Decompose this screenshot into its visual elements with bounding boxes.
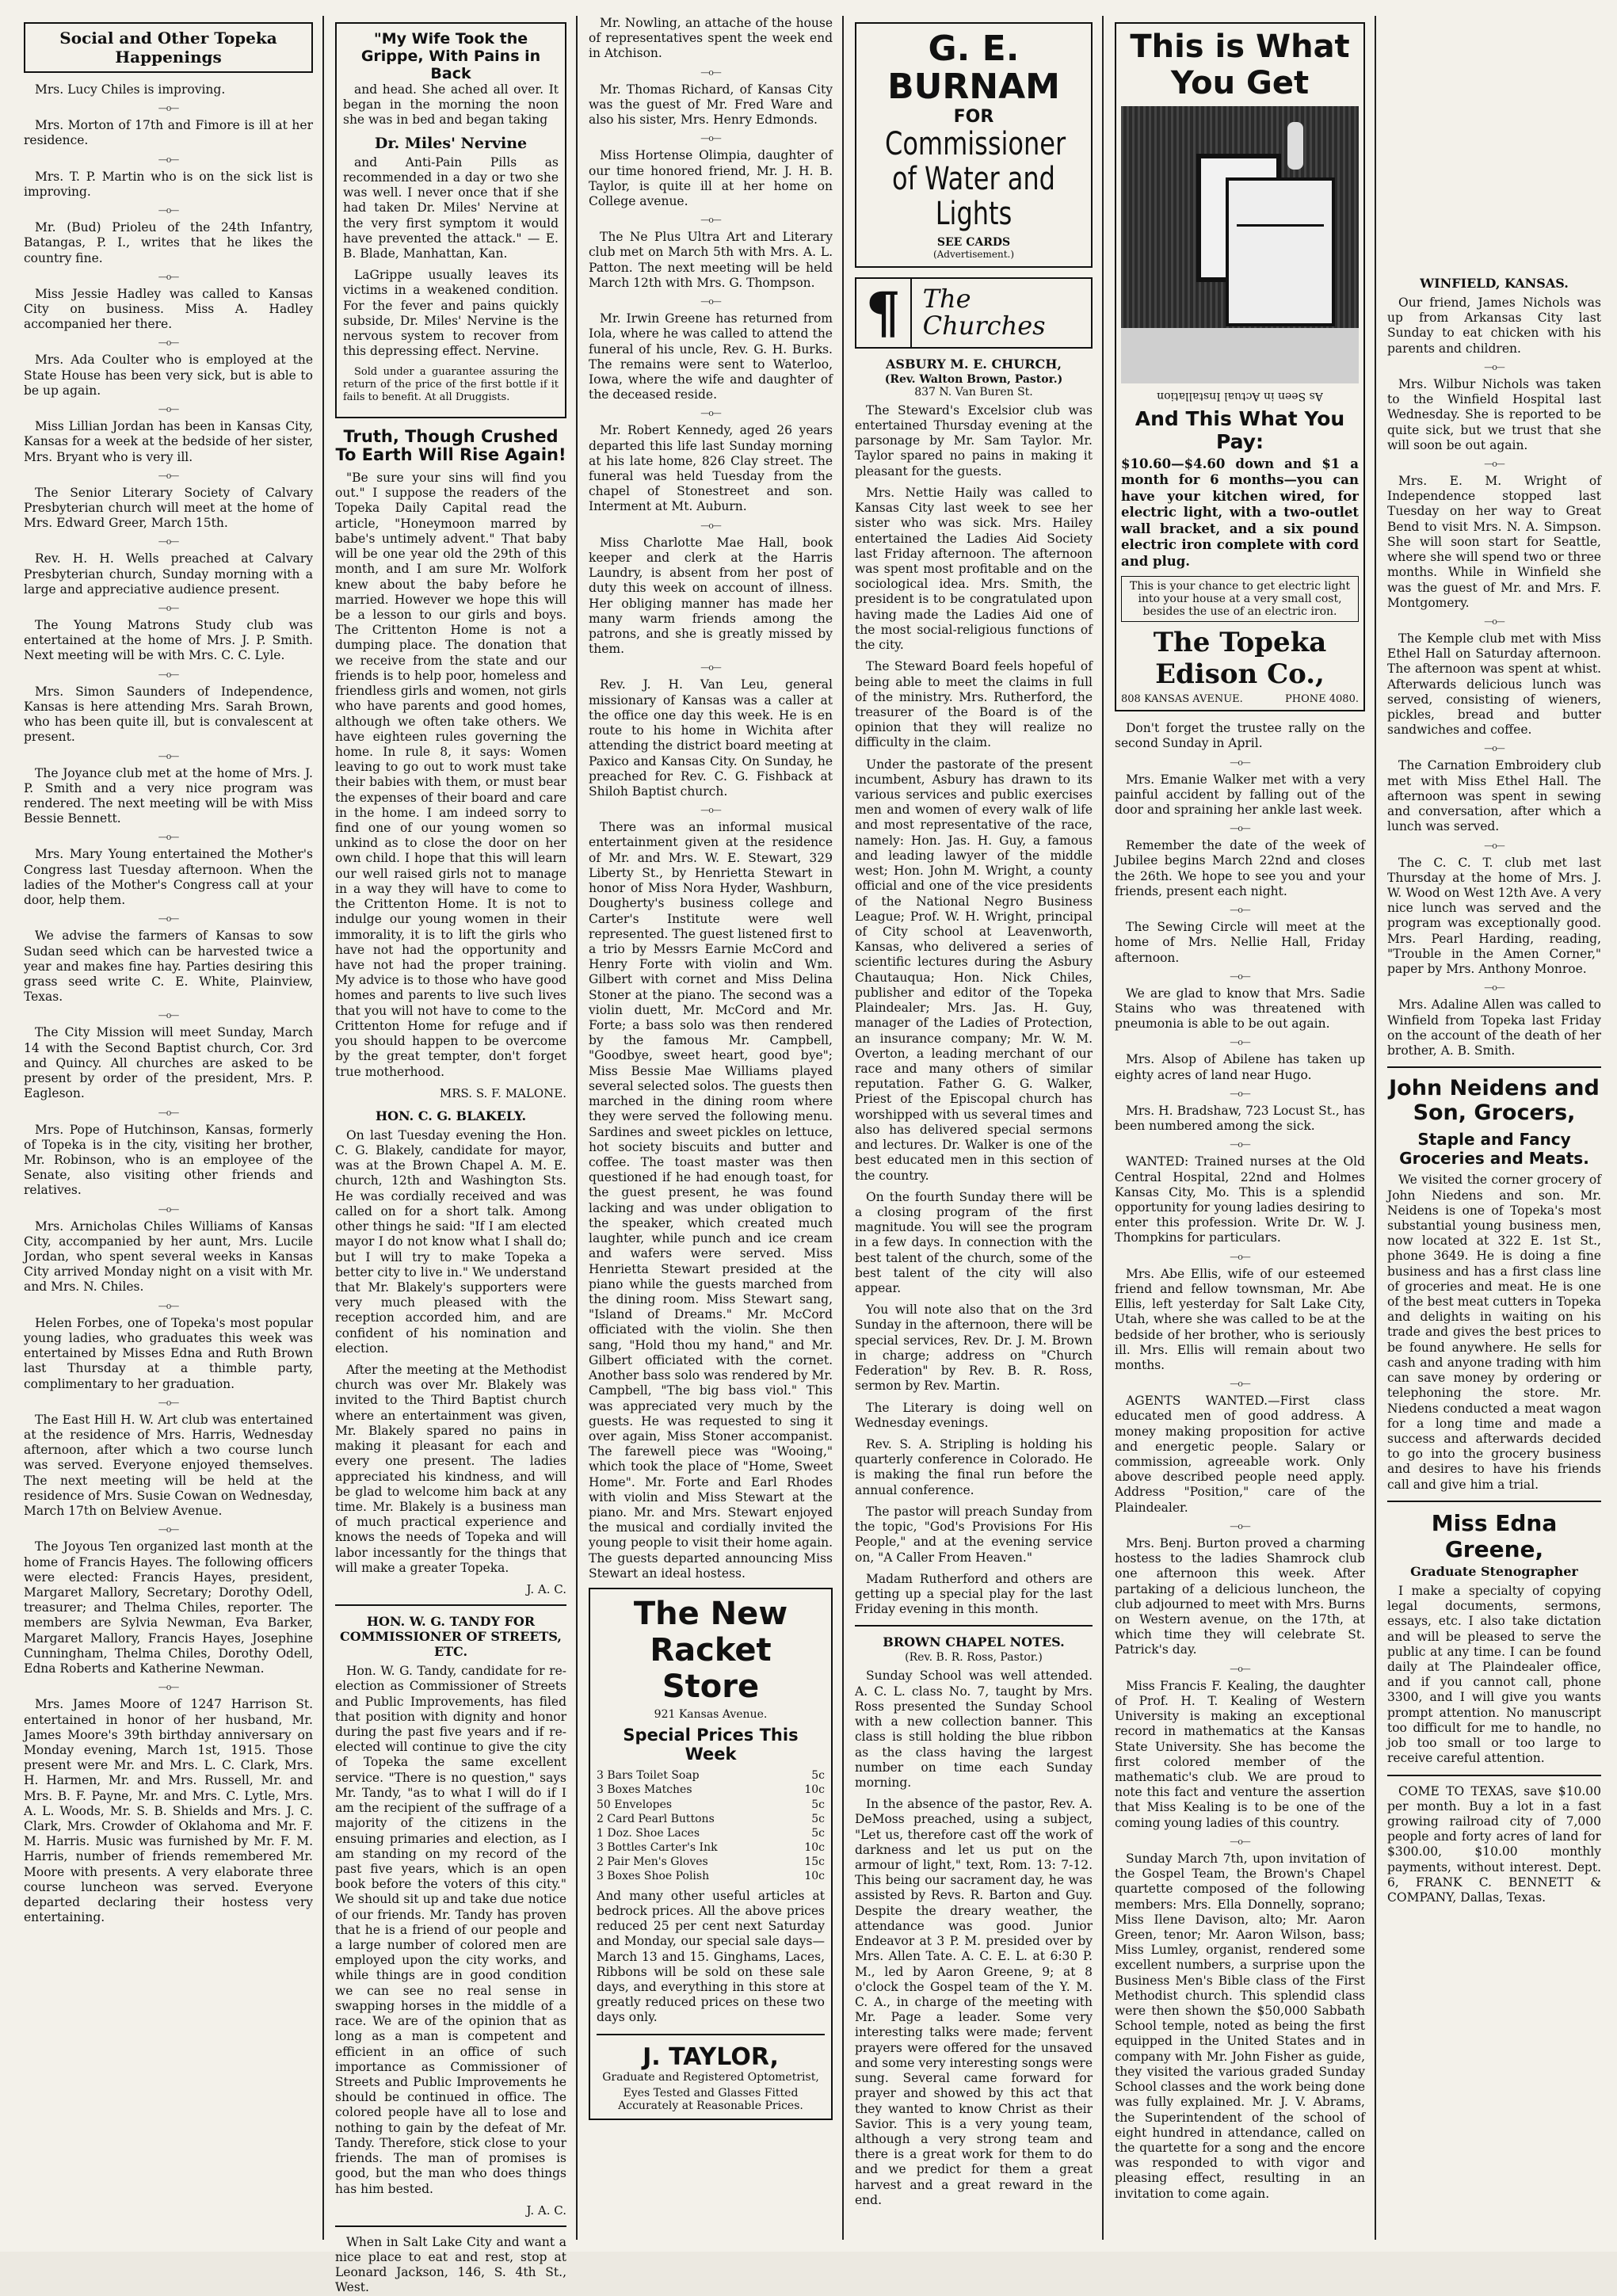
- news-item: Mr. Nowling, an attache of the house of representatives spent the week end in Atchison.: [589, 16, 833, 61]
- news-item: Mrs. Pope of Hutchinson, Kansas, formerly of Topeka is in the city, visiting her brother, Mr. Robinson, who is an employee of the Senate, also visiting other friends and relatives.: [24, 1122, 313, 1198]
- item-separator: —o—: [700, 133, 721, 144]
- news-item: Remember the date of the week of Jubilee begins March 22nd and closes the 26th. We hope to see you and your friends, present each night.: [1115, 838, 1365, 898]
- item-separator: —o—: [158, 536, 179, 547]
- news-item: Mrs. Arnicholas Chiles Williams of Kansas City, accompanied by her aunt, Mrs. Lucile Jordan, who spent several weeks in Kansas City arrived Monday night on a visit with Mr. and Mrs. N. Chiles.: [24, 1219, 313, 1295]
- grocer-title: John Neidens and Son, Grocers,: [1389, 1076, 1600, 1126]
- news-item: Mrs. Emanie Walker met with a very painful accident by falling out of the door and spraining her ankle last week.: [1115, 772, 1365, 818]
- price-value: 15c: [804, 1855, 825, 1869]
- news-item: We advise the farmers of Kansas to sow Sudan seed which can be harvested twice a year and makes fine hay. Parties desiring this grass seed write C. E. White, Plainview, Texas.: [24, 929, 313, 1005]
- lamp-icon: [1287, 122, 1303, 170]
- grocer-subtitle: Staple and Fancy Groceries and Meats.: [1399, 1130, 1589, 1169]
- item-separator: —o—: [158, 669, 179, 680]
- news-item: Mr. (Bud) Prioleu of the 24th Infantry, Batangas, P. I., writes that he likes the country fine.: [24, 220, 313, 265]
- nervine-advertisement: [335, 22, 566, 418]
- ad-note: This is your chance to get electric light into your house at a very small cost, besides the use of an electric iron.: [1121, 576, 1359, 622]
- stenographer-title: Graduate Stenographer: [1410, 1563, 1578, 1579]
- item-separator: —o—: [1484, 743, 1504, 754]
- item-separator: —o—: [1484, 616, 1504, 627]
- item-separator: —o—: [158, 1010, 179, 1021]
- texas-land-ad: COME TO TEXAS, save $10.00 per month. Buy a lot in a fast growing railroad city of 7,000 people and forty acres of land for $300.00, $10.00 monthly payments, without interest. Dept. 6, FRANK C. BENNETT & COMPANY, Dallas, Texas.: [1387, 1783, 1601, 1905]
- news-item: Miss Hortense Olimpia, daughter of our time honored friend, Mr. J. H. B. Taylor, is quite ill at her home on College avenue.: [589, 148, 833, 208]
- item-separator: —o—: [700, 520, 721, 531]
- price-row: [597, 1812, 825, 1826]
- ad-subheadline: And This What You Pay:: [1135, 407, 1345, 453]
- news-item: Miss Charlotte Mae Hall, book keeper and clerk at the Harris Laundry, is absent from her post of duty this week on account of illness. Her obliging manner has made her many warm friends among the patrons, and she is greatly missed by them.: [589, 535, 833, 657]
- ad-subtitle: Special Prices This Week: [623, 1726, 799, 1764]
- news-items: [1115, 721, 1365, 2202]
- news-items: [24, 82, 313, 1926]
- church-paragraph: Mrs. Nettie Haily was called to Kansas City last week to see her sister who was sick. Mrs. Hailey entertained the Ladies Aid Society last Friday afternoon. The afternoon was spent most profitable and on the sociological idea. Mrs. Smith, the president is to be congratulated upon having made the Ladies Aid one of the most social-religious functions of the city.: [855, 485, 1093, 653]
- item-separator: —o—: [158, 750, 179, 761]
- company-name: The Topeka Edison Co.,: [1153, 627, 1327, 691]
- column-advertisement-news: [1107, 16, 1373, 2240]
- item-separator: —o—: [158, 1203, 179, 1215]
- news-item: Miss Lillian Jordan has been in Kansas City, Kansas for a week at the bedside of her sister, Mrs. Bryant who is very ill.: [24, 419, 313, 464]
- section-heading: Social and Other Topeka Happenings: [24, 22, 313, 73]
- price-item: 2 Pair Men's Gloves: [597, 1855, 708, 1869]
- price-item: 3 Boxes Shoe Polish: [597, 1870, 710, 1883]
- news-items: [589, 16, 833, 1581]
- price-value: 5c: [811, 1826, 825, 1840]
- news-item: The Ne Plus Ultra Art and Literary club met on March 5th with Mrs. A. L. Patton. The next meeting will be held March 12th with Mrs. G. Thompson.: [589, 230, 833, 290]
- column-rule: [1102, 16, 1104, 2240]
- edison-advertisement: [1115, 22, 1365, 711]
- news-item: Mrs. T. P. Martin who is on the sick list is improving.: [24, 169, 313, 199]
- news-item: Mr. Irwin Greene has returned from Iola, where he was called to attend the funeral of his uncle, Rev. G. H. Burks. The remains were sent to Waterloo, Iowa, where the wife and daughter of the deceased reside.: [589, 311, 833, 402]
- item-separator: —o—: [1230, 1251, 1250, 1262]
- column-rule: [842, 16, 844, 2240]
- price-row: [597, 1826, 825, 1840]
- price-item: 1 Doz. Shoe Laces: [597, 1826, 700, 1840]
- grocer-text: We visited the corner grocery of John Niedens and son. Mr. Neidens is one of Topeka's most substantial young business men, now located at 322 E. 1st St., phone 3649. He is doing a fine business and has a first class line of groceries and meat. He is one of the best meat cutters in Topeka and delights in waiting on his trade and gives the best prices to be found anywhere. He sells for cash and anyone trading with him can save money by ordering or telephoning the store. Mr. Niedens conducted a meat wagon for a long time and made a success and afterwards decided to go into the grocery business and desires to have his friends call and give him a trial.: [1387, 1173, 1601, 1492]
- kitchen-installation-photo: [1121, 106, 1359, 383]
- church-paragraph: The pastor will preach Sunday from the topic, "God's Provisions For His People," and at the evening service on, "A Caller From Heaven.": [855, 1504, 1093, 1565]
- item-separator: —o—: [158, 832, 179, 843]
- column-rule: [576, 16, 578, 2240]
- company-contact: [1121, 693, 1359, 705]
- news-item: Mrs. James Moore of 1247 Harrison St. entertained in honor of her husband, Mr. James Moore's 39th birthday anniversary on Monday evening, March 1st, 1915. Those present were Mr. and Mrs. L. C. Clark, Mrs. H. Harmen, Mr. and Mrs. Russell, Mr. and Mrs. B. F. Payne, Mr. and Mrs. C. Lytle, Mrs. A. L. Woods, Mr. S. B. Shields and Mrs. J. C. Clark, Mrs. Crowder of Oklahoma and Mr. F. M. Harris. Music was furnished by Mr. F. M. Harris, number of friends remembered Mr. Moore with presents. A very elaborate three course luncheon was served. Everyone departed declaring their hostess very entertaining.: [24, 1697, 313, 1925]
- item-separator: —o—: [700, 67, 721, 78]
- column-local-news: [581, 16, 841, 2240]
- church-news: [855, 1669, 1093, 2208]
- news-items: [1387, 296, 1601, 1058]
- item-separator: —o—: [1484, 982, 1504, 994]
- pilcrow-icon: ¶: [856, 279, 912, 347]
- church-paragraph: Under the pastorate of the present incumbent, Asbury has drawn to its various services and public exercises men and women of every walk of life and most representative of the race, namely: Hon. Jas. H. Guy, a famous and leading lawyer of the middle west; Hon. John M. Wright, a county official and one of the vice presidents of the National Negro Business League; Prof. W. H. Wright, principal of City school at Leavenworth, Kansas, who delivered a series of scientific lectures during the Asbury Chautauqua; Hon. Nick Chiles, publisher and editor of the Topeka Plaindealer; Mrs. Jas. H. Guy, manager of the Ladies of Protection, an insurance company; Mr. W. M. Overton, a leading merchant of our race and many others of similar reputation. Father G. G. Walker, Priest of the Episcopal church has worshipped with us several times and also has delivered special sermons and lectures. Dr. Walker is one of the best educated men in this section of the country.: [855, 757, 1093, 1183]
- article-signature: J. A. C.: [526, 2203, 566, 2218]
- article-title: HON. W. G. TANDY FOR COMMISSIONER OF STREETS, ETC.: [340, 1614, 562, 1660]
- price-row: [597, 1783, 825, 1797]
- church-address: 837 N. Van Buren St.: [914, 385, 1033, 399]
- price-item: 3 Boxes Matches: [597, 1783, 692, 1797]
- photo-caption: As Seen in Actual Installation: [1157, 390, 1323, 402]
- item-separator: —o—: [158, 404, 179, 415]
- news-item: The C. C. T. club met last Thursday at the home of Mrs. J. W. Wood on West 12th Ave. A very nice lunch was served and the program was exceptionally good. Mrs. Pearl Harding, reading, "Trouble in the Amen Corner," paper by Mrs. Anthony Monroe.: [1387, 855, 1601, 977]
- news-item: Mrs. Alsop of Abilene has taken up eighty acres of land near Hugo.: [1115, 1052, 1365, 1082]
- price-row: [597, 1869, 825, 1883]
- news-item: The Kemple club met with Miss Ethel Hall on Saturday afternoon. The afternoon was spent at whist. Afterwards delicious lunch was served, consisting of wieners, pickles, bread and butter sandwiches and coffee.: [1387, 631, 1601, 738]
- ad-cards: SEE CARDS: [936, 235, 1011, 249]
- section-heading: The Churches: [922, 284, 1046, 341]
- price-item: 50 Envelopes: [597, 1798, 673, 1811]
- item-separator: —o—: [700, 805, 721, 816]
- notice-text: When in Salt Lake City and want a nice place to eat and rest, stop at Leonard Jackson, 146, S. 4th St., West.: [335, 2234, 566, 2295]
- stenographer-text: I make a specialty of copying legal documents, sermons, essays, etc. I also take dictation and will be pleased to serve the public at any time. I can be found daily at The Plaindealer office, and if you cannot call, phone 3300, and I will give you wants prompt attention. No manuscript too difficult for me to handle, no job too small or too large to receive careful attention.: [1387, 1583, 1601, 1766]
- item-separator: —o—: [1230, 757, 1250, 768]
- news-item: The Young Matrons Study club was entertained at the home of Mrs. J. P. Smith. Next meeting will be with Mrs. C. C. Lyle.: [24, 618, 313, 663]
- article-paragraph: Hon. W. G. Tandy, candidate for re-election as Commissioner of Streets and Public Improvements, has filed that position with dignity and honor during the past five years and if re-elected will continue to give the city of Topeka the same excellent service. "There is no question," says Mr. Tandy, "as to what I will do if I am the recipient of the suffrage of a majority of the citizens in the ensuing primaries and election, as I am standing on my record of the past five years, which is an open book before the voters of this city." We should sit up and take due notice of our friends. Mr. Tandy has proven that he is a friend of our people and a large number of colored men are employed upon the city works, and while things are in good condition we can see no real sense in swapping horses in the middle of a race. We are of the opinion that as long as a man is competent and efficient in an office of such importance as Commissioner of Streets and Public Improvements he should be continued in office. The colored people have all to lose and nothing to gain by the defeat of Mr. Tandy. Therefore, stick close to your friends. The man of promises is good, but the man who does things has him bested.: [335, 1664, 566, 2196]
- news-item: Miss Francis F. Kealing, the daughter of Prof. H. T. Kealing of Western University is making an exceptional record in mathematics at the Kansas State University. She has become the first colored member of the mathematic's club. We are proud to note this fact and venture the assertion that Miss Kealing is to be one of the coming young ladies of this country.: [1115, 1678, 1365, 1830]
- item-separator: —o—: [700, 408, 721, 419]
- price-list: [597, 1768, 825, 1884]
- article-paragraph: "Be sure your sins will find you out." I suppose the readers of the Topeka Daily Capital read the article, "Honeymoon marred by babe's untimely advent." That baby will be one year old the 29th of this month, and I am sure Mr. Wolfork knew about the baby before he married. However we hope this will be a lesson to our girls and boys. The Crittenton Home is not a dumping place. The donation that we receive from the state and our friends is to help poor, homeless and friendless girls and women, not girls who have parents and good homes, although we often take others. We have eighteen rules governing the home. In rule 8, it says: Women leaving to go out to work must take their babies with them, or must bear the expenses of their board and care in the home. I am indeed sorry to find one of our young women so unkind as to close the door on her own child. I hope that this will learn our well raised girls not to manage in a way they will have to come to the Crittenton Home. It is not to indulge our young women in their immorality, it is to lift the girls who have not had the opportunity and have not had the proper training. My advice is to those who have good homes and parents to live such lives that you will not have to come to the Crittenton Home for refuge and if you should happen to be overcome by the great tempter, don't forget true motherhood.: [335, 471, 566, 1079]
- news-item: Sunday March 7th, upon invitation of the Gospel Team, the Brown's Chapel quartette composed of the following members: Mrs. Ella Donnelly, soprano; Miss Ilene Davison, alto; Mr. Aaron Green, tenor; Mr. Aaron Wilson, bass; Miss Lumley, organist, rendered some excellent numbers, a surprise upon the Business Men's Bible class of the First Methodist church. This splendid class were then shown the $50,000 Sabbath School temple, noted as being the first equipped in the United States and in company with Mr. John Fisher as guide, they visited the various graded Sunday School classes and the work being done was fully explained. Mr. J. V. Abrams, the Superintendent of the school of eight hundred in attendance, called on the quartette for a song and the encore was responded to with vigor and pleasing effect, resulting in an invitation to come again.: [1115, 1851, 1365, 2201]
- item-separator: —o—: [158, 1524, 179, 1535]
- item-separator: —o—: [1484, 458, 1504, 469]
- item-separator: —o—: [158, 603, 179, 614]
- news-item: Rev. H. H. Wells preached at Calvary Presbyterian church, Sunday morning with a large and appreciative audience present.: [24, 551, 313, 597]
- article-signature: J. A. C.: [526, 1582, 566, 1597]
- news-item: WANTED: Trained nurses at the Old Central Hospital, 22nd and Holmes Kansas City, Mo. This is a splendid opportunity for young ladies desiring to enter this profession. Write Dr. W. J. Thompkins for particulars.: [1115, 1154, 1365, 1245]
- news-item: The Sewing Circle will meet at the home of Mrs. Nellie Hall, Friday afternoon.: [1115, 920, 1365, 965]
- divider: [1387, 1775, 1601, 1776]
- price-item: 3 Bars Toilet Soap: [597, 1769, 700, 1783]
- item-separator: —o—: [1230, 1520, 1250, 1531]
- news-item: The City Mission will meet Sunday, March 14 with the Second Baptist church, Cor. 3rd and Quincy. All churches are asked to be present by order of the president, Mrs. P. Eagleson.: [24, 1025, 313, 1101]
- item-separator: —o—: [158, 913, 179, 925]
- price-row: [597, 1855, 825, 1869]
- divider: [855, 1625, 1093, 1627]
- article-paragraph: On last Tuesday evening the Hon. C. G. Blakely, candidate for mayor, was at the Brown Chapel A. M. E. church, 12th and Washington Sts. He was cordially received and was called on for a short talk. Among other things he said: "If I am elected mayor I do not know what I shall do; but I will try to make Topeka a better city to live in." We understand that Mr. Blakely's supporters were very much pleased with the reception accorded him, and are confident of his nomination and election.: [335, 1127, 566, 1356]
- church-pastor: (Rev. B. R. Ross, Pastor.): [905, 1651, 1043, 1665]
- ad-title: The New Racket Store: [633, 1596, 788, 1706]
- burnam-campaign-advertisement: [855, 22, 1093, 268]
- price-value: 10c: [804, 1783, 825, 1797]
- news-item: Rev. J. H. Van Leu, general missionary of Kansas was a caller at the office one day this week. He is en route to his home in Wichita after attending the district board meeting at Paxico and Kansas City. On Sunday, he preached for Rev. C. G. Fishback at Shiloh Baptist church.: [589, 677, 833, 799]
- item-separator: —o—: [1230, 823, 1250, 834]
- item-separator: —o—: [158, 1107, 179, 1118]
- church-name: ASBURY M. E. CHURCH,: [886, 356, 1062, 372]
- item-separator: —o—: [158, 271, 179, 282]
- news-item: There was an informal musical entertainment given at the residence of Mr. and Mrs. W. E. Stewart, 329 Liberty St., by Henrietta Stewart in honor of Miss Nora Hyder, Washburn, Dougherty's business college and Carter's Institute were well represented. The guest listened first to a trio by Messrs Earnie McCord and Henry Forte with violin and Wm. Gilbert with cornet and Miss Delina Stoner at the piano. The second was a violin duett, Mr. McCord and Mr. Forte; a bass solo was then rendered by the famous Mr. Campbell, "Goodbye, sweet heart, good bye"; Miss Bessie Mae Williams played several selected solos. The guests then marched in the dining room where they were served the following menu. Sardines and sweet pickles on lettuce, hot society biscuits and butter and coffee. The toast master was then questioned if he had enough toast, for the guest present, he was found lacking and was under obligation to the speaker, which created much laughter, while punch and ice cream and wafers were served. Miss Henrietta Stewart presided at the piano while the guests marched from the dining room. Miss Stewart sang, "Island of Dreams." Mr. McCord officiated with the violin. She then sang, "Hold thou my hand," and Mr. Gilbert officiated with the cornet. Another bass solo was rendered by Mr. Campbell, "The big bass viol." This was appreciated very much by the guests. He was requested to sing it over again, Miss Stoner accompanist. The farewell piece was "Wooing," which took the place of "Home, Sweet Home". Mr. Forte and Earl Rhodes with violin and Miss Stewart at the piano. Mr. and Mrs. Stewart enjoyed the musical and cordially invited the young people to visit their home again. The guests departed announcing Miss Stewart an ideal hostess.: [589, 820, 833, 1581]
- item-separator: —o—: [1230, 905, 1250, 916]
- column-rule: [1375, 16, 1376, 2240]
- candidate-name: G. E. BURNAM: [887, 29, 1060, 108]
- article-body: [335, 1128, 566, 1576]
- news-item: The Joyous Ten organized last month at the home of Francis Hayes. The following officers were elected: Francis Hayes, president, Margaret Mallory, Secretary; Dorothy Odell, treasurer; and Thelma Chiles, reporter. The members are Sylvia Newman, Eva Barker, Margaret Mallory, Francis Hayes, Josephine Cunningham, Thelma Chiles, Dorothy Odell, Edna Roberts and Katherine Newman.: [24, 1539, 313, 1676]
- news-item: Mrs. Wilbur Nichols was taken to the Winfield Hospital last Wednesday. She is reported to be quite sick, but we trust that she will soon be out again.: [1387, 376, 1601, 452]
- news-item: Mrs. H. Bradshaw, 723 Locust St., has been numbered among the sick.: [1115, 1103, 1365, 1134]
- churches-heading: [855, 277, 1093, 349]
- section-heading: WINFIELD, KANSAS.: [1420, 276, 1569, 291]
- divider: [1387, 1066, 1601, 1068]
- ad-for: FOR: [953, 106, 994, 127]
- item-separator: —o—: [1484, 361, 1504, 372]
- news-item: Mr. Thomas Richard, of Kansas City was the guest of Mr. Fred Ware and also his sister, Mrs. Henry Edmonds.: [589, 82, 833, 128]
- item-separator: —o—: [1230, 1139, 1250, 1150]
- item-separator: —o—: [158, 338, 179, 349]
- news-item: Mrs. Benj. Burton proved a charming hostess to the ladies Shamrock club one afternoon this week. After partaking of a delicious luncheon, the club adjourned to meet with Mrs. Burns on Western avenue, on the 17th, at which time they will celebrate St. Patrick's day.: [1115, 1535, 1365, 1657]
- church-paragraph: In the absence of the pastor, Rev. A. DeMoss preached, using a subject, "Let us, therefore cast off the work of darkness and let us put on the armour of light," text, Rom. 13: 7-12. This being our sacrament day, he was assisted by Revs. R. Barton and Guy. Despite the dreary weather, the attendance was good. Junior Endeavor at 3 P. M. presided over by Mrs. Allen Tate. A. C. E. L. at 6:30 P. M., led by Aaron Greene, 9; at 8 o'clock the Gospel team of the Y. M. C. A., in charge of the meeting with Mr. Page a leader. Some very interesting talks were made; fervent prayers were offered for the unsaved and some very interesting songs were sung. Several came forward for prayer and showed by this act that they wanted to know Christ as their Savior. This is a very young team, although a very strong team and there is a great work for them to do and we predict for them a great harvest and a great reward in the end.: [855, 1797, 1093, 2207]
- ad-overflow-area: [1387, 16, 1601, 268]
- church-paragraph: The Literary is doing well on Wednesday evenings.: [855, 1400, 1093, 1430]
- divider: [335, 1604, 566, 1606]
- item-separator: —o—: [158, 1397, 179, 1408]
- article-title: HON. C. G. BLAKELY.: [375, 1108, 527, 1123]
- ad-text: And many other useful articles at bedrock prices. All the above prices reduced 25 per cent next Saturday and Monday, our special sale days—March 13 and 15. Ginghams, Laces, Ribbons will be sold on these sale days, and everything in this store at greatly reduced prices on these two days only.: [597, 1888, 825, 2025]
- news-item: Mrs. Ada Coulter who is employed at the State House has been very sick, but is able to be up again.: [24, 353, 313, 398]
- church-paragraph: On the fourth Sunday there will be a closing program of the first magnitude. You will see the program in a few days. In connection with the best talent of the church, some of the best talent of the city will also appear.: [855, 1189, 1093, 1296]
- racket-store-advertisement: [589, 1588, 833, 2119]
- price-row: [597, 1798, 825, 1812]
- news-item: Mrs. Mary Young entertained the Mother's Congress last Tuesday afternoon. When the ladies of the Mother's Congress call at your door, help them.: [24, 847, 313, 908]
- column-rule: [322, 16, 324, 2240]
- news-item: Helen Forbes, one of Topeka's most popular young ladies, who graduates this week was entertained by Misses Edna and Ruth Brown last Thursday at a thimble party, complimentary to her graduation.: [24, 1315, 313, 1391]
- news-item: The Joyance club met at the home of Mrs. J. P. Smith and a very nice program was rendered. The next meeting will be with Miss Bessie Bennett.: [24, 765, 313, 826]
- church-paragraph: The Steward's Excelsior club was entertained Thursday evening at the parsonage by Mr. Sam Taylor. Mr. Taylor spared no pains in making it pleasant for the guests.: [855, 402, 1093, 479]
- item-separator: —o—: [700, 215, 721, 226]
- column-social-happenings: [16, 16, 321, 2240]
- news-item: Miss Jessie Hadley was called to Kansas City on business. Miss A. Hadley accompanied her there.: [24, 286, 313, 332]
- article-body: [335, 471, 566, 1080]
- divider: [597, 2034, 825, 2035]
- company-address: 808 KANSAS AVENUE.: [1121, 693, 1243, 706]
- divider: [1387, 1501, 1601, 1502]
- column-churches: [847, 16, 1100, 2240]
- church-paragraph: You will note also that on the 3rd Sunday in the afternoon, there will be special services, Rev. Dr. J. M. Brown in charge; address on "Church Federation" by Rev. B. R. Ross, sermon by Rev. Martin.: [855, 1302, 1093, 1394]
- optometrist-title: Graduate and Registered Optometrist,: [602, 2070, 819, 2084]
- ad-address: 921 Kansas Avenue.: [654, 1708, 768, 1722]
- price-value: 5c: [811, 1769, 825, 1783]
- company-phone: PHONE 4080.: [1285, 693, 1359, 706]
- news-item: The Senior Literary Society of Calvary Presbyterian church will meet at the home of Mrs. Edward Greer, March 15th.: [24, 485, 313, 531]
- item-separator: —o—: [158, 1682, 179, 1693]
- item-separator: —o—: [158, 205, 179, 216]
- price-value: 5c: [811, 1798, 825, 1811]
- news-item: Mrs. Lucy Chiles is improving.: [35, 82, 226, 97]
- item-separator: —o—: [158, 470, 179, 481]
- news-item: Mrs. Adaline Allen was called to Winfield from Topeka last Friday on the account of the death of her brother, A. B. Smith.: [1387, 997, 1601, 1058]
- ad-text: LaGrippe usually leaves its victims in a weakened condition. For the fever and pains quickly subside, Dr. Miles' Nervine is the nervous system to recover from this depressing effect. Nervine.: [343, 268, 559, 359]
- price-row: [597, 1768, 825, 1783]
- optometrist-text: Eyes Tested and Glasses Fitted Accurately at Reasonable Prices.: [618, 2086, 803, 2112]
- divider: [335, 2225, 566, 2227]
- item-separator: —o—: [700, 662, 721, 673]
- news-item: Mrs. Simon Saunders of Independence, Kansas is here attending Mrs. Sarah Brown, who has been quite ill, but is convalescent at present.: [24, 684, 313, 745]
- church-name: BROWN CHAPEL NOTES.: [883, 1634, 1065, 1650]
- church-paragraph: Sunday School was well attended. A. C. L. class No. 7, taught by Mrs. Ross presented the Sunday School with a new collection banner. This class is still holding the blue ribbon as the class having the largest number on time each Sunday morning.: [855, 1669, 1093, 1790]
- ad-title: "My Wife Took the Grippe, With Pains in Back: [360, 30, 541, 82]
- article-body: [335, 1664, 566, 2197]
- news-item: Mrs. Morton of 17th and Fimore is ill at her residence.: [24, 118, 313, 148]
- news-item: AGENTS WANTED.—First class educated men of good address. A money making proposition for active and energetic people. Salary or commission, agreeable work. Only above described people need apply. Address "Position," care of the Plaindealer.: [1115, 1394, 1365, 1515]
- news-item: Mr. Robert Kennedy, aged 26 years departed this life last Sunday morning at his late home, 826 Clay street. The funeral was held Tuesday from the chapel of Stonestreet and son. Interment at Mt. Auburn.: [589, 423, 833, 514]
- ad-product: Dr. Miles' Nervine: [374, 134, 528, 152]
- ad-headline: This is What You Get: [1130, 29, 1350, 101]
- column-winfield: [1379, 16, 1609, 2240]
- price-item: 3 Bottles Carter's Ink: [597, 1841, 718, 1855]
- article-title: Truth, Though Crushed To Earth Will Rise Again!: [335, 426, 566, 464]
- item-separator: —o—: [158, 154, 179, 165]
- ad-text: and Anti-Pain Pills as recommended in a day or two she was well. I never once that if she had taken Dr. Miles' Nervine at the very first symptom it would have prevented the attack." — E. B. Blade, Manhattan, Kan.: [343, 154, 559, 261]
- item-separator: —o—: [1230, 1037, 1250, 1048]
- news-item: The Carnation Embroidery club met with Miss Ethel Hall. The afternoon was spent in sewing and conversation, after which a lunch was served.: [1387, 758, 1601, 834]
- church-paragraph: Rev. S. A. Stripling is holding his quarterly conference in Colorado. He is making the final run before the annual conference.: [855, 1437, 1093, 1497]
- stenographer-name: Miss Edna Greene,: [1431, 1509, 1558, 1562]
- news-item: We are glad to know that Mrs. Sadie Stains who was threatened with pneumonia is able to be out again.: [1115, 986, 1365, 1032]
- price-value: 10c: [804, 1841, 825, 1855]
- item-separator: —o—: [700, 296, 721, 307]
- item-separator: —o—: [158, 103, 179, 114]
- article-signature: MRS. S. F. MALONE.: [439, 1085, 566, 1100]
- ad-offer: $10.60—$4.60 down and $1 a month for 6 months—you can have your kitchen wired, for electric light, with a two-outlet wall bracket, and a six pound electric iron complete with cord and plug.: [1121, 456, 1359, 569]
- news-item: The East Hill H. W. Art club was entertained at the residence of Mrs. Harris, Wednesday afternoon, after which a two course lunch was served. Everyone enjoyed themselves. The next meeting will be held at the residence of Mrs. Susie Cowan on Wednesday, March 17th on Belview Avenue.: [24, 1412, 313, 1519]
- church-pastor: (Rev. Walton Brown, Pastor.): [884, 372, 1063, 386]
- item-separator: —o—: [1230, 1836, 1250, 1847]
- price-item: 2 Card Pearl Buttons: [597, 1812, 715, 1825]
- church-paragraph: Madam Rutherford and others are getting up a special play for the last Friday evening in this month.: [855, 1571, 1093, 1617]
- item-separator: —o—: [1484, 840, 1504, 851]
- ad-body: and head. She ached all over. It began in the morning the noon she was in bed and began taking: [343, 82, 559, 128]
- article-paragraph: After the meeting at the Methodist church was over Mr. Blakely was invited to the Third Baptist church where an entertainment was given, Mr. Blakely spared no pains in making it pleasant for each and every one present. The ladies appreciated his kindness, and will be glad to welcome him back at any time. Mr. Blakely is a business man of much practical experience and knows the needs of Topeka and will labor incessantly for the things that will make a greater Topeka.: [335, 1363, 566, 1575]
- price-value: 10c: [804, 1870, 825, 1883]
- item-separator: —o—: [158, 1300, 179, 1311]
- ad-guarantee: Sold under a guarantee assuring the return of the price of the first bottle if it fails to benefit. At all Druggists.: [343, 365, 559, 403]
- ad-label: (Advertisement.): [932, 248, 1015, 260]
- news-item: Mrs. E. M. Wright of Independence stopped last Tuesday on her way to Great Bend to visit Mrs. N. A. Simpson. She will soon start for Seattle, where she will spend two or three months. While in Winfield she was the guest of Mr. and Mrs. F. Montgomery.: [1387, 473, 1601, 610]
- news-item: Our friend, James Nichols was up from Arkansas City last Sunday to eat chicken with his parents and children.: [1387, 296, 1601, 356]
- news-item: Mrs. Abe Ellis, wife of our esteemed friend and fellow townsman, Mr. Abe Ellis, left yesterday for Salt Lake City, Utah, where she was called to be at the bedside of her brother, who is seriously ill. Mrs. Ellis will remain about two months.: [1115, 1266, 1365, 1372]
- optometrist-name: J. TAYLOR,: [643, 2042, 779, 2071]
- price-row: [597, 1840, 825, 1855]
- item-separator: —o—: [1230, 1379, 1250, 1390]
- column-editorials: [327, 16, 574, 2295]
- church-news: [855, 403, 1093, 1618]
- church-paragraph: The Steward Board feels hopeful of being able to meet the claims in full of the ministry. Mrs. Rutherford, the treasurer of the Board is of the opinion that they will realize no difficulty in the claim.: [855, 659, 1093, 750]
- price-value: 5c: [811, 1812, 825, 1825]
- item-separator: —o—: [1230, 971, 1250, 982]
- item-separator: —o—: [1230, 1663, 1250, 1674]
- office-title: Commissioner of Water and Lights: [885, 125, 1066, 232]
- news-item: Don't forget the trustee rally on the second Sunday in April.: [1115, 721, 1365, 751]
- item-separator: —o—: [1230, 1088, 1250, 1099]
